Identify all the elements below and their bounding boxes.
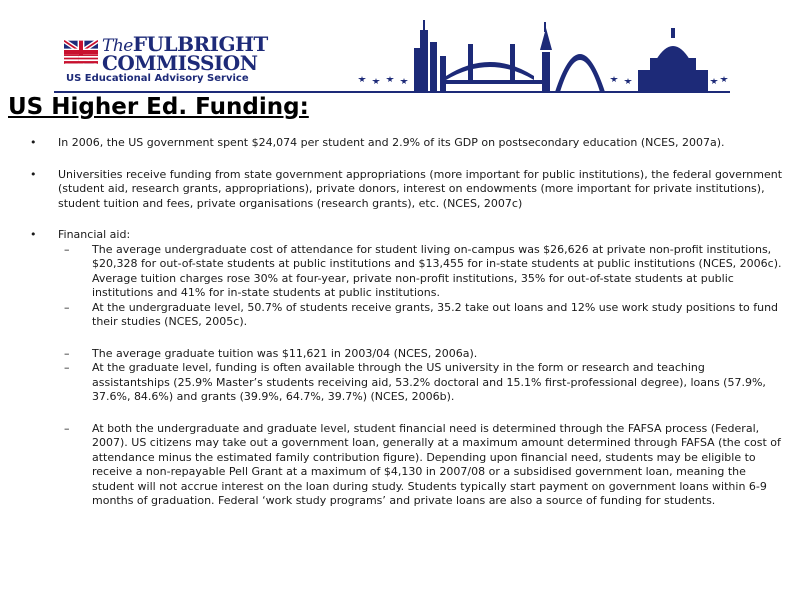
bullet-text: Universities receive funding from state government appropriations (more important for public institutions), the federal government (student aid, research grants, appropriations), private donors, interest on endowments (more important for private institutions), student tuition and fees, private organisations (research grants), etc. (NCES, 2007c): [58, 167, 783, 210]
fulbright-logo: [64, 32, 268, 88]
dash-marker: –: [64, 242, 70, 256]
bullet-item: [30, 136, 784, 151]
header-divider: [54, 91, 730, 93]
logo-subtitle: US Educational Advisory Service: [66, 73, 249, 84]
dash-marker: –: [64, 361, 70, 374]
sub-bullet-text: At both the undergraduate and graduate level, student financial need is determined through the FAFSA process (Federal, 2007). US citizens may take out a government loan, generally at a maximum amount determined through FAFSA (the cost of attendance minus the estimated family contribution figure). Depending upon financial need, students may be eligible to receive a non-repayable Pell Grant at a maximum of $4,130 in 2007/08 or a subsidised government loan, meaning the student will not accrue interest on the loan during study. Students typically start payment on government loans within 6-9 months of graduation. Federal ‘work study programs’ and private loans are also a source of funding for students.: [92, 421, 781, 507]
bullet-item: [30, 228, 784, 243]
bullet-marker: •: [30, 167, 37, 181]
union-jack-icon: [64, 38, 98, 66]
sub-bullet-item: [30, 347, 784, 362]
bullet-text: Financial aid:: [58, 228, 131, 241]
logo-title-line2: COMMISSION: [102, 51, 258, 75]
sub-bullet-text: The average graduate tuition was $11,621 in 2003/04 (NCES, 2006a).: [92, 346, 478, 360]
sub-bullet-text: The average undergraduate cost of attendance for student living on-campus was $26,626 at private non-profit institutions, $20,328 for out-of-state students at public institutions and $13,455 for in-state students at public institutions (NCES, 2006c). Average tuition charges rose 30% at four-year, private non-profit institutions, 35% for out-of-state students at public institutions and 41% for in-state students at public institutions.: [92, 242, 782, 299]
bullet-marker: •: [30, 136, 37, 149]
dash-marker: –: [64, 300, 70, 314]
sub-bullet-item: [30, 422, 784, 509]
sub-bullet-text: At the graduate level, funding is often available through the US university in the form or research and teaching assistantships (25.9% Master’s students receiving aid, 53.2% doctoral and 15.1% first-professional degree), loans (57.9%, 37.6%, 84.6%) and grants (39.9%, 64.7%, 39.7%) (NCES, 2006b).: [92, 361, 766, 403]
sub-bullet-item: [30, 361, 784, 405]
us-skyline-illustration: [350, 18, 730, 92]
sub-bullet-item: [30, 301, 784, 330]
bullet-marker: •: [30, 228, 37, 241]
header-banner: [0, 0, 800, 92]
bullet-item: [30, 168, 784, 212]
slide-title: US Higher Ed. Funding:: [8, 94, 309, 120]
bullet-text: In 2006, the US government spent $24,074 per student and 2.9% of its GDP on postsecondary education (NCES, 2007a).: [58, 136, 725, 149]
dash-marker: –: [64, 421, 70, 435]
dash-marker: –: [64, 346, 70, 360]
logo-fulbright: FULBRIGHT: [132, 32, 268, 56]
slide-body: [30, 136, 784, 509]
sub-bullet-text: At the undergraduate level, 50.7% of students receive grants, 35.2 take out loans and 12% use work study positions to fund their studies (NCES, 2005c).: [92, 300, 779, 328]
sub-bullet-item: [30, 243, 784, 301]
logo-the: The: [102, 36, 133, 56]
